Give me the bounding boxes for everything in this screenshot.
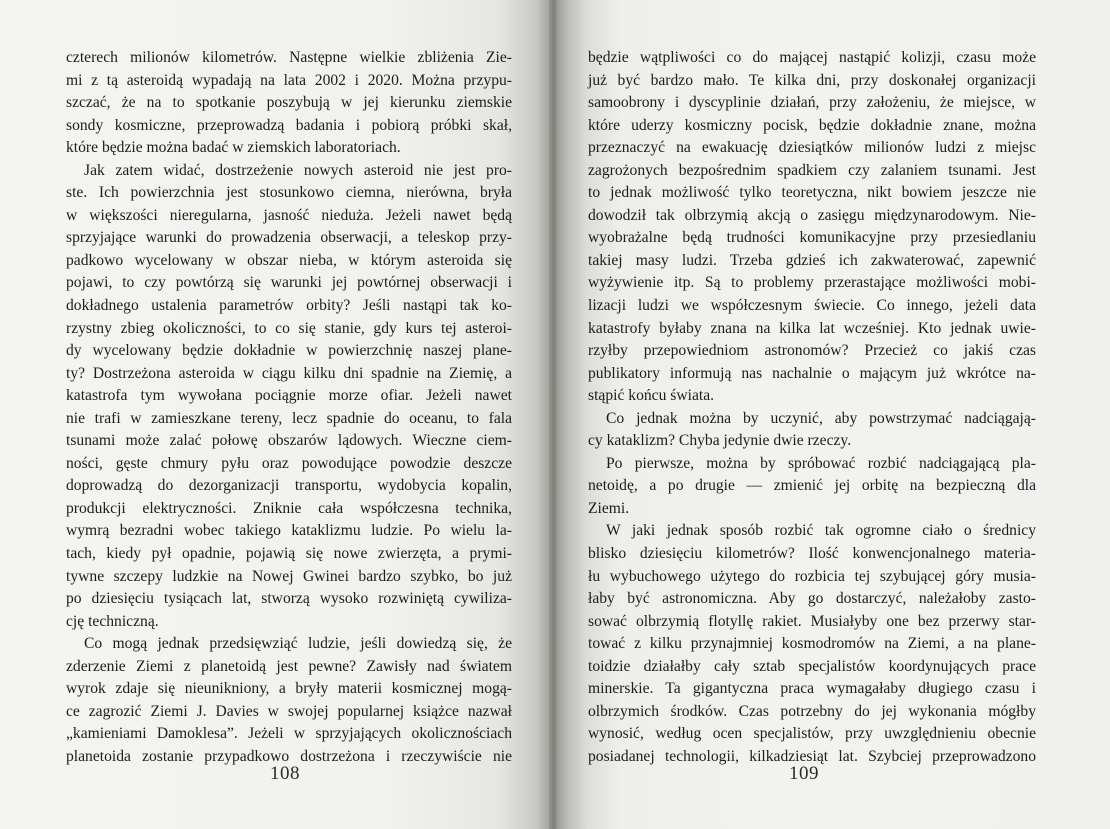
text-line: W jaki jednak sposób rozbić tak ogromne ciało o średnicy (606, 522, 1036, 540)
text-line: będzie wątpliwości co do mającej nastąpić kolizji, czasu może (588, 49, 1036, 66)
text-line: olbrzymich środków. Czas potrzebny do jej wykonania mógłby (588, 702, 1036, 720)
text-line: publikatory informują nas nachalnie o mającym już wkrótce na- (588, 364, 1036, 382)
text-line: minerskie. Ta gigantyczna praca wymagałaby długiego czasu i (588, 680, 1036, 698)
text-line: wymrą bezradni wobec takiego kataklizmu ludzie. Po wielu la- (66, 522, 512, 540)
text-line: rzystny zbieg okoliczności, to co się stanie, gdy kurs tej asteroi- (66, 319, 512, 337)
left-page-text (66, 47, 512, 769)
text-line: Co mogą jednak przedsięwziąć ludzie, jeśli dowiedzą się, że (84, 635, 512, 653)
text-line: cy kataklizm? Chyba jedynie dwie rzeczy. (588, 432, 852, 450)
text-line: doprowadzą do dezorganizacji transportu, wydobycia kopalin, (66, 477, 512, 495)
text-line: szczać, że na to spotkanie poszybują w jej kierunku ziemskie (66, 94, 512, 112)
text-line: wynosić, według ocen specjalistów, przy uwzględnieniu obecnie (588, 725, 1036, 743)
left-page (0, 0, 553, 829)
text-line: tywne szczepy ludzkie na Nowej Gwinei bardzo szybko, bo już (66, 567, 512, 585)
text-line: które uderzy kosmiczny pocisk, będzie dokładnie znane, można (588, 116, 1036, 134)
text-line: mi z tą asteroidą wypadają na lata 2002 i 2020. Można przypu- (66, 71, 512, 89)
text-line: sondy kosmiczne, przeprowadzą badania i pobiorą próbki skał, (66, 116, 512, 134)
text-line: ności, gęste chmury pyłu oraz powodujące powodzie deszcze (66, 454, 512, 472)
text-line: wyrok zdaje się nieuniknionу, a bryły materii kosmicznej mogą- (66, 680, 512, 698)
text-line: łaby być astronomiczna. Aby go dostarczyć, należałoby zasto- (588, 590, 1036, 608)
text-line: wyobrażalne będą trudności komunikacyjne przy przesiedlaniu (588, 229, 1036, 247)
text-line: padkowo wycelowany w obszar nieba, w którym asteroida się (66, 251, 512, 269)
text-line: takiej masy ludzi. Trzeba gdzieś ich zakwaterować, zapewnić (588, 251, 1036, 269)
text-line: lizacji ludzi we współczesnym świecie. Co innego, jeżeli data (588, 297, 1036, 315)
text-line: rzyłby przepowiedniom astronomów? Przecież co jakiś czas (588, 342, 1036, 360)
text-line: tach, kiedy pył opadnie, pojawią się nowe zwierzęta, a prymi- (66, 545, 512, 563)
book-gutter (549, 0, 557, 829)
page-number-right: 109 (789, 763, 819, 784)
text-line: „kamieniami Damoklesa”. Jeżeli w sprzyjających okolicznościach (66, 725, 512, 743)
text-line: to jednak możliwość tylko teoretyczna, nikt bowiem jeszcze nie (588, 184, 1036, 202)
text-line: katastrofy byłaby znana na kilka lat wcześniej. Kto jednak uwie- (588, 319, 1036, 337)
text-line: sprzyjające warunki do prowadzenia obserwacji, a teleskop przy- (66, 229, 512, 247)
text-line: Ziemi. (588, 499, 630, 517)
text-line: katastrofa tym wywołana pociągnie morze ofiar. Jeżeli nawet (66, 387, 512, 405)
text-line: ce zagrozić Ziemi J. Davies w swojej popularnej książce nazwał (66, 702, 512, 720)
text-line: zagrożonych bezpośrednim spadkiem czy zalaniem tsunami. Jest (588, 161, 1036, 179)
right-page-text (588, 47, 1036, 769)
text-line: samoobrony i dyscyplinie działań, przy założeniu, że miejsce, w (588, 94, 1036, 112)
text-line: nie trafi w zamieszkane tereny, lecz spadnie do oceanu, to fala (66, 409, 512, 427)
text-line: pojawi, to czy powtórzą się warunki jej powtórnej obserwacji i (66, 274, 512, 292)
text-line: dy wycelowany będzie dokładnie w powierzchnię naszej plane- (66, 342, 512, 360)
text-line: Jak zatem widać, dostrzeżenie nowych asteroid nie jest pro- (84, 161, 512, 179)
page-number-left: 108 (270, 763, 300, 784)
text-line: wyżywienie itp. Są to problemy przerastające możliwości mobi- (588, 274, 1036, 292)
text-line: Po pierwsze, można by spróbować rozbić nadciągającą pla- (606, 454, 1036, 472)
right-page (553, 0, 1110, 829)
text-line: Co jednak można by uczynić, aby powstrzymać nadciągają- (606, 409, 1036, 427)
text-line: już być bardzo mało. Te kilka dni, przy doskonałej organizacji (588, 71, 1036, 89)
text-line: przeznaczyć na ewakuację dziesiątków milionów ludzi z miejsc (588, 139, 1036, 157)
text-line: posiadanej technologii, kilkadziesiąt lat. Szybciej przeprowadzono (588, 747, 1036, 765)
text-line: w większości nieregularna, jasność nieduża. Jeżeli nawet będą (66, 206, 512, 224)
text-line: blisko dziesięciu kilometrów? Ilość konwencjonalnego materia- (588, 545, 1036, 563)
text-line: dowodził tak olbrzymią akcją o zasięgu międzynarodowym. Nie- (588, 206, 1036, 224)
text-line: planetoida zostanie przypadkowo dostrzeżona i rzeczywiście nie (66, 747, 512, 765)
text-line: ty? Dostrzeżona asteroida w ciągu kilku dni spadnie na Ziemię, a (66, 364, 512, 382)
text-line: sować olbrzymią flotyllę rakiet. Musiałyby one bez przerwy star- (588, 612, 1036, 630)
text-line: które będzie można badać w ziemskich laboratoriach. (66, 139, 401, 157)
text-line: tować z kilku przynajmniej kosmodromów na Ziemi, a na plane- (588, 635, 1036, 653)
text-line: zderzenie Ziemi z planetoidą jest pewne? Zawisły nad światem (66, 657, 512, 675)
text-line: toidzie działałby cały sztab specjalistów koordynujących prace (588, 657, 1036, 675)
text-line: czterech milionów kilometrów. Następne wielkie zbliżenia Zie- (66, 49, 512, 66)
text-line: po dziesięciu tysiącach lat, stworzą wysoko rozwiniętą cywiliza- (66, 590, 512, 608)
text-line: dokładnego ustalenia parametrów orbity? Jeśli nastąpi tak ko- (66, 297, 512, 315)
text-line: ste. Ich powierzchnia jest stosunkowo ciemna, nierówna, bryła (66, 184, 512, 202)
text-line: łu wybuchowego użytego do rozbicia tej szybującej góry musia- (588, 567, 1036, 585)
text-line: produkcji elektryczności. Zniknie cała współczesna technika, (66, 499, 512, 517)
text-line: netoidę, a po drugie — zmienić jej orbitę na bezpieczną dla (588, 477, 1036, 495)
text-line: stąpić końcu świata. (588, 387, 715, 405)
text-line: tsunami może zalać połowę obszarów lądowych. Wieczne ciem- (66, 432, 512, 450)
text-line: cję techniczną. (66, 612, 159, 630)
